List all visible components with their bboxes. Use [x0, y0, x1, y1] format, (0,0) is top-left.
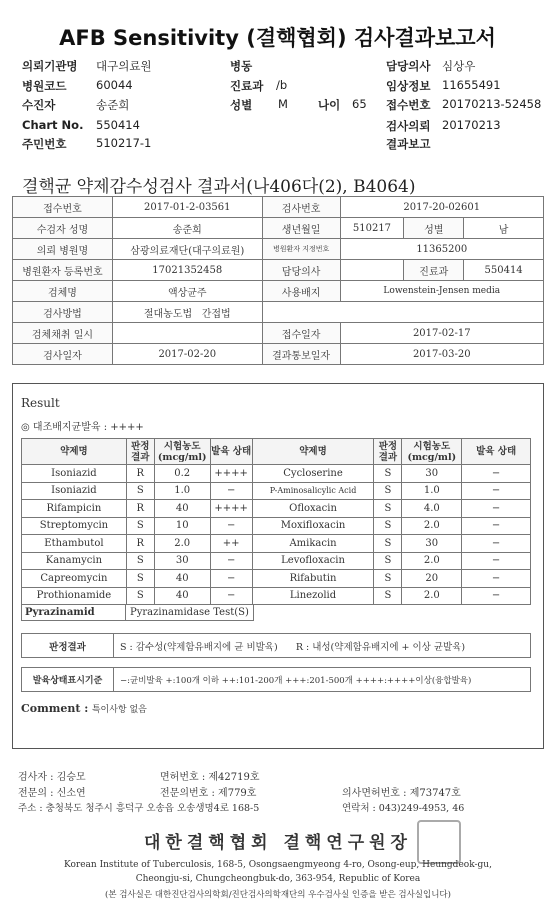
growth-legend-table — [21, 667, 531, 692]
dept-label-doc: 진료과 — [404, 260, 464, 281]
pyrazinamide-value: Pyrazinamidase Test(S) — [126, 604, 254, 621]
age-value: 65 — [352, 97, 367, 111]
right-concentration: 20 — [402, 570, 462, 588]
collection-value — [112, 323, 262, 344]
left-concentration: 0.2 — [154, 465, 210, 483]
left-growth: − — [210, 552, 252, 570]
left-growth: − — [210, 587, 252, 605]
result-date-label: 결과통보일자 — [262, 344, 340, 365]
left-growth: − — [210, 482, 252, 500]
left-concentration: 40 — [154, 500, 210, 518]
address: 주소 : 충청북도 청주시 흥덕구 오송읍 오송생명4로 168-5 — [18, 803, 260, 814]
receipt-no-label: 접수번호 — [13, 197, 113, 218]
table-row — [13, 281, 544, 302]
table-header-row — [22, 439, 531, 465]
collection-label: 검체채취 일시 — [13, 323, 113, 344]
dept-label: 진료과 — [230, 79, 264, 93]
test-no-value: 2017-20-02601 — [340, 197, 543, 218]
right-concentration: 4.0 — [402, 500, 462, 518]
left-judgement: R — [126, 465, 154, 483]
medium-value: Lowenstein-Jensen media — [340, 281, 543, 302]
table-row — [13, 218, 544, 239]
control-growth — [21, 418, 144, 433]
left-growth: − — [210, 570, 252, 588]
specimen-label: 검체명 — [13, 281, 113, 302]
result-section — [12, 383, 544, 749]
right-concentration: 2.0 — [402, 552, 462, 570]
receipt-no-value: 2017-01-2-03561 — [112, 197, 262, 218]
legend-table — [21, 633, 531, 658]
right-judgement: S — [374, 587, 402, 605]
specimen-value: 액상균주 — [112, 281, 262, 302]
left-drug-name: Rifampicin — [22, 500, 127, 518]
chart-value: 550414 — [96, 118, 140, 132]
dept-value-doc: 550414 — [464, 260, 544, 281]
method-absolute: 절대농도법 — [143, 308, 193, 320]
name-label: 수검자 성명 — [13, 218, 113, 239]
col-growth: 발육 상태 — [462, 439, 531, 465]
right-concentration: 1.0 — [402, 482, 462, 500]
request-value: 20170213 — [442, 118, 501, 132]
pyrazinamide-row — [21, 604, 254, 621]
right-judgement: S — [374, 535, 402, 553]
table-row — [13, 302, 544, 323]
test-date-label: 검사일자 — [13, 344, 113, 365]
right-drug-name: Moxifloxacin — [252, 517, 374, 535]
comment-value: 특이사항 없음 — [91, 705, 147, 715]
left-drug-name: Kanamycin — [22, 552, 127, 570]
left-drug-name: Isoniazid — [22, 465, 127, 483]
scanned-report — [12, 172, 544, 912]
col-judgement: 판정 결과 — [126, 439, 154, 465]
table-row — [13, 260, 544, 281]
table-row — [13, 323, 544, 344]
organization-address-en-2: Cheongju-si, Chungcheongbuk-do, 363-954, Republic of Korea — [135, 874, 421, 884]
left-growth: ++++ — [210, 465, 252, 483]
table-row — [22, 535, 531, 553]
doctor-value: 심상우 — [442, 59, 476, 73]
hospital-value: 삼광의료재단(대구의료원) — [112, 239, 262, 260]
left-judgement: S — [126, 482, 154, 500]
right-growth: − — [462, 570, 531, 588]
name-value: 송준희 — [112, 218, 262, 239]
pyrazinamide-name: Pyrazinamid — [21, 604, 126, 621]
left-judgement: S — [126, 587, 154, 605]
report-title: AFB Sensitivity (결핵협회) 검사결과보고서 — [59, 26, 496, 50]
right-drug-name: Linezolid — [252, 587, 374, 605]
resident-label: 주민번호 — [22, 137, 67, 151]
ward-label: 병동 — [230, 59, 253, 73]
report-label: 결과보고 — [386, 137, 431, 151]
right-growth: − — [462, 517, 531, 535]
report-header — [0, 58, 555, 151]
right-concentration: 30 — [402, 535, 462, 553]
doctor-label: 담당의사 — [386, 59, 431, 73]
receipt-label: 접수번호 — [386, 98, 431, 112]
sex-value: M — [278, 97, 288, 111]
phone-value: 043)249-4953, 46 — [378, 803, 465, 814]
receipt-date-label: 접수일자 — [262, 323, 340, 344]
right-growth: − — [462, 535, 531, 553]
table-row — [22, 587, 531, 605]
hospital-patient-id-label: 병원환자 지정번호 — [262, 239, 340, 260]
patient-value: 송준희 — [96, 98, 130, 112]
birth-label: 생년월일 — [262, 218, 340, 239]
right-growth: − — [462, 465, 531, 483]
spec-license-label: 전문의번호 : — [160, 788, 215, 799]
sex-label-doc: 성별 — [404, 218, 464, 239]
left-judgement: R — [126, 535, 154, 553]
result-title: Result — [21, 396, 60, 410]
table-row — [13, 197, 544, 218]
right-judgement: S — [374, 465, 402, 483]
judgement-s: S : 감수성(약제함유배지에 균 비발육) — [120, 641, 278, 653]
right-judgement: S — [374, 517, 402, 535]
chart-label: Chart No. — [22, 118, 84, 132]
table-row — [22, 552, 531, 570]
hospital-patient-id-value: 11365200 — [340, 239, 543, 260]
judgement-r: R : 내성(약제함유배지에 + 이상 균발육) — [295, 641, 466, 653]
left-concentration: 40 — [154, 570, 210, 588]
table-row — [22, 570, 531, 588]
tester-label: 검사자 : — [18, 772, 54, 783]
specialist-label: 전문의 : — [18, 788, 54, 799]
col-concentration: 시험농도 (mcg/ml) — [154, 439, 210, 465]
method-label: 검사방법 — [13, 302, 113, 323]
comment-label: Comment : — [21, 702, 89, 715]
left-concentration: 30 — [154, 552, 210, 570]
left-drug-name: Prothionamide — [22, 587, 127, 605]
control-value: ++++ — [110, 422, 144, 433]
table-row — [22, 500, 531, 518]
control-label: ◎ 대조배지균발육 : — [21, 422, 108, 433]
doc-heading: 결핵균 약제감수성검사 결과서(나406다(2), B4064) — [22, 177, 416, 197]
drug-result-table — [21, 438, 531, 605]
hospital-code-value: 60044 — [96, 78, 133, 92]
result-date-value: 2017-03-20 — [340, 344, 543, 365]
table-row — [22, 634, 531, 658]
right-drug-name: Amikacin — [252, 535, 374, 553]
comment — [21, 702, 147, 715]
left-judgement: R — [126, 500, 154, 518]
judgement-label: 판정결과 — [22, 634, 114, 658]
seal-stamp — [417, 820, 461, 864]
col-drug: 약제명 — [252, 439, 374, 465]
right-concentration: 2.0 — [402, 587, 462, 605]
phone-label: 연락처 : — [342, 803, 376, 814]
judgement-criteria — [114, 634, 531, 658]
right-judgement: S — [374, 570, 402, 588]
registration-value: 17021352458 — [112, 260, 262, 281]
right-growth: − — [462, 482, 531, 500]
right-drug-name: Levofloxacin — [252, 552, 374, 570]
left-drug-name: Isoniazid — [22, 482, 127, 500]
left-judgement: S — [126, 517, 154, 535]
institution-label: 의뢰기관명 — [22, 59, 78, 73]
right-drug-name: Rifabutin — [252, 570, 374, 588]
right-drug-name: Cycloserine — [252, 465, 374, 483]
right-growth: − — [462, 552, 531, 570]
left-concentration: 40 — [154, 587, 210, 605]
left-judgement: S — [126, 552, 154, 570]
right-growth: − — [462, 500, 531, 518]
right-concentration: 30 — [402, 465, 462, 483]
receipt-value: 20170213-52458 — [442, 97, 542, 111]
age-label: 나이 — [318, 98, 341, 112]
col-growth: 발육 상태 — [210, 439, 252, 465]
sex-value-doc: 남 — [464, 218, 544, 239]
patient-label: 수진자 — [22, 98, 56, 112]
doctor-value-doc — [340, 260, 404, 281]
patient-info-table — [12, 196, 544, 365]
doc-license-label: 의사면허번호 : — [342, 788, 407, 799]
left-concentration: 2.0 — [154, 535, 210, 553]
certification-notice: (본 검사실은 대한진단검사의학회/진단검사의학재단의 우수검사실 인증을 받은 검사실입니다) — [105, 890, 451, 900]
table-row — [22, 482, 531, 500]
resident-value: 510217-1 — [96, 136, 152, 150]
left-growth: ++ — [210, 535, 252, 553]
method-indirect: 간접법 — [201, 308, 231, 320]
table-row — [22, 517, 531, 535]
clinical-label: 임상정보 — [386, 79, 431, 93]
right-judgement: S — [374, 552, 402, 570]
right-judgement: S — [374, 482, 402, 500]
col-drug: 약제명 — [22, 439, 127, 465]
right-concentration: 2.0 — [402, 517, 462, 535]
hospital-label: 의뢰 병원명 — [13, 239, 113, 260]
specialist-value: 신소연 — [56, 788, 86, 799]
license-label: 면허번호 : — [160, 772, 206, 783]
doc-license-value: 제73747호 — [409, 788, 461, 799]
tester-value: 김승모 — [56, 772, 86, 783]
dept-value: /b — [276, 78, 288, 92]
left-judgement: S — [126, 570, 154, 588]
method-value — [112, 302, 262, 323]
right-drug-name: P-Aminosalicylic Acid — [252, 482, 374, 500]
right-growth: − — [462, 587, 531, 605]
left-growth: − — [210, 517, 252, 535]
col-concentration: 시험농도 (mcg/ml) — [402, 439, 462, 465]
left-concentration: 1.0 — [154, 482, 210, 500]
col-judgement: 판정 결과 — [374, 439, 402, 465]
table-row — [22, 465, 531, 483]
left-concentration: 10 — [154, 517, 210, 535]
growth-label: 발육상태표시기준 — [22, 668, 114, 692]
clinical-value: 11655491 — [442, 78, 501, 92]
test-no-label: 검사번호 — [262, 197, 340, 218]
left-drug-name: Streptomycin — [22, 517, 127, 535]
medium-label: 사용배지 — [262, 281, 340, 302]
left-growth: ++++ — [210, 500, 252, 518]
table-row — [13, 344, 544, 365]
table-row — [22, 668, 531, 692]
license-value: 제42719호 — [208, 772, 260, 783]
organization-address-en-1: Korean Institute of Tuberculosis, 168-5, Osongsaengmyeong 4-ro, Osong-eup, Heungdeok-gu, — [64, 860, 492, 870]
spec-license-value: 제779호 — [218, 788, 257, 799]
organization-name: 대한결핵협회 결핵연구원장 — [144, 833, 412, 853]
receipt-date-value: 2017-02-17 — [340, 323, 543, 344]
hospital-code-label: 병원코드 — [22, 79, 67, 93]
request-label: 검사의뢰 — [386, 119, 431, 133]
sex-label: 성별 — [230, 98, 253, 112]
left-drug-name: Capreomycin — [22, 570, 127, 588]
growth-criteria: −:균비발육 +:100개 이하 ++:101-200개 +++:201-500개 ++++:++++이상(융합발육) — [114, 668, 531, 692]
right-drug-name: Ofloxacin — [252, 500, 374, 518]
table-row — [13, 239, 544, 260]
test-date-value: 2017-02-20 — [112, 344, 262, 365]
doctor-label-doc: 담당의사 — [262, 260, 340, 281]
birth-value: 510217 — [340, 218, 404, 239]
registration-label: 병원환자 등록번호 — [13, 260, 113, 281]
left-drug-name: Ethambutol — [22, 535, 127, 553]
institution-value: 대구의료원 — [96, 59, 152, 73]
right-judgement: S — [374, 500, 402, 518]
